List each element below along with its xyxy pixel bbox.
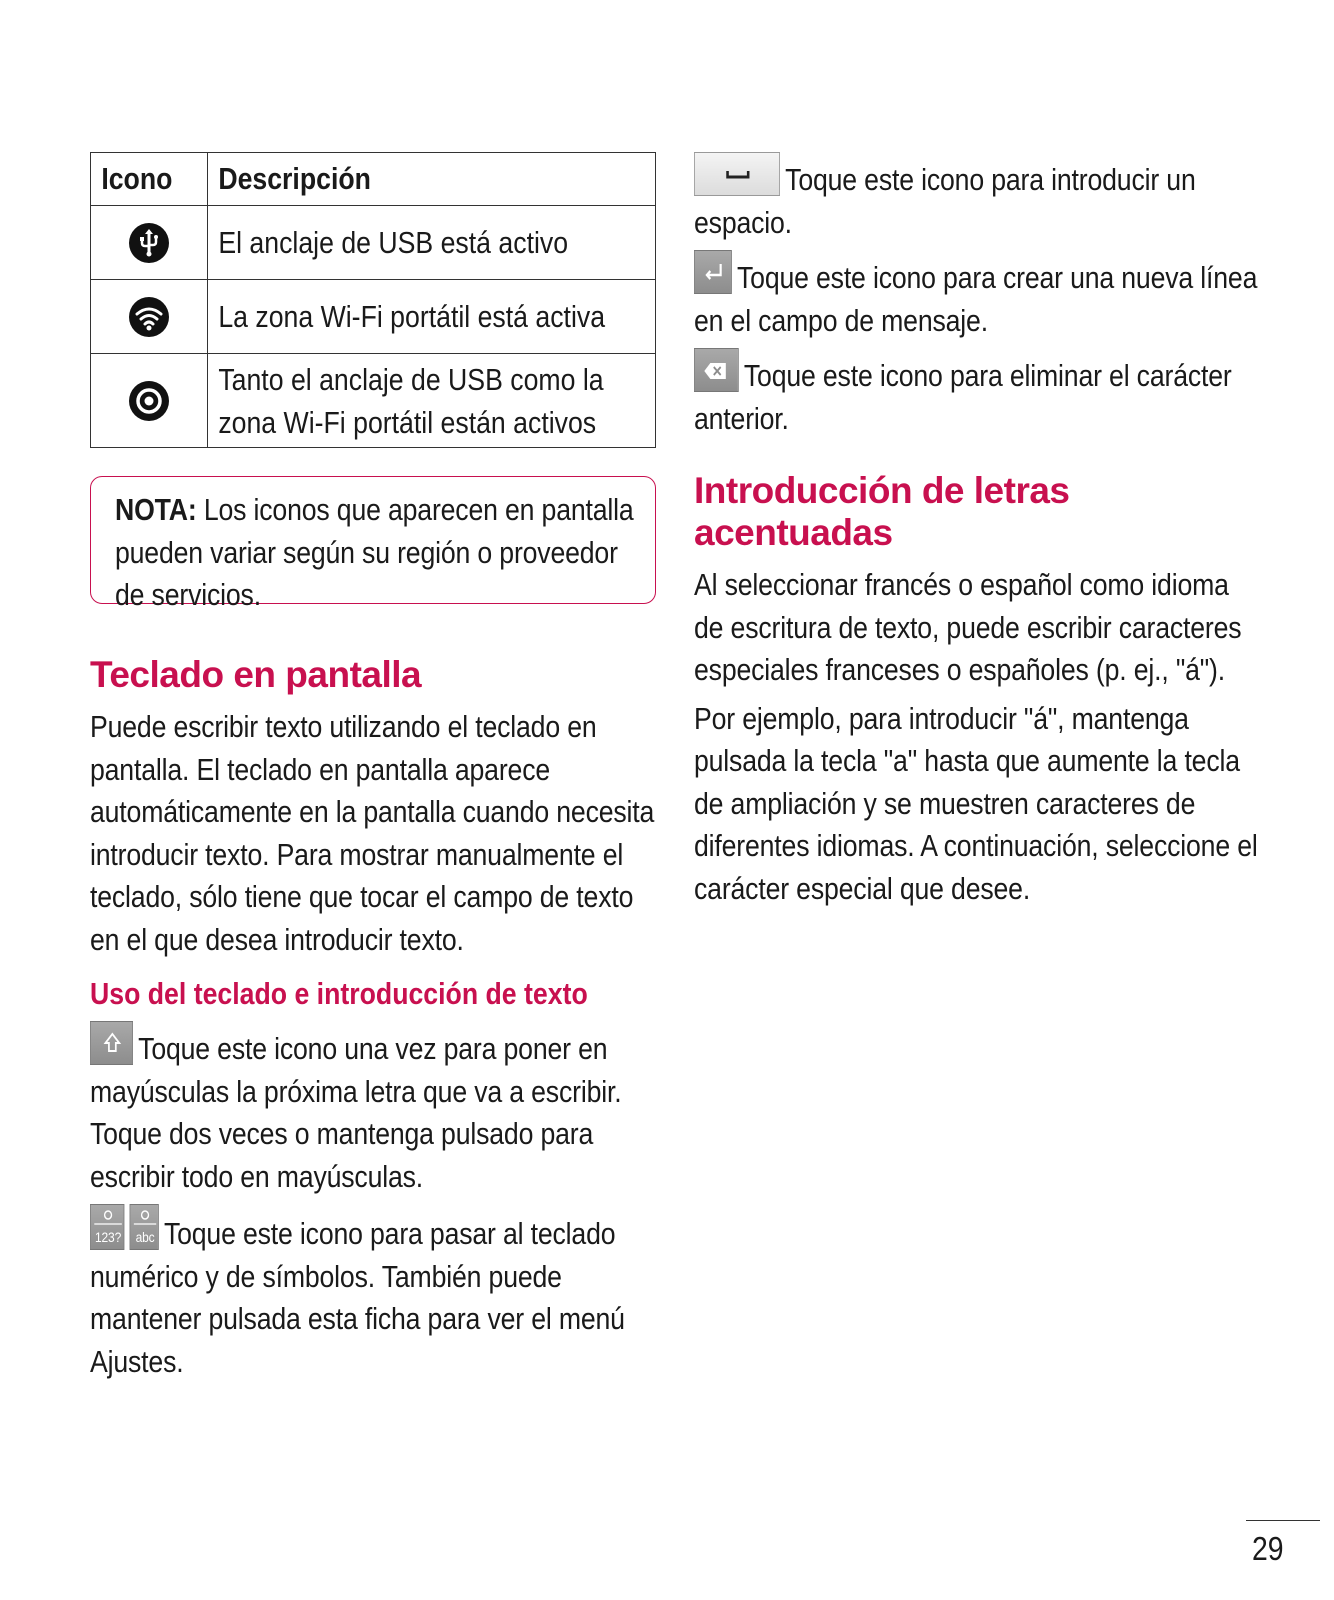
backspace-key-icon — [694, 348, 739, 392]
table-header-row — [91, 153, 656, 206]
table-row-description: Tanto el anclaje de USB como la zona Wi-Fi portátil están activos — [218, 361, 604, 440]
left-column — [90, 152, 656, 1383]
note-label: NOTA: — [115, 492, 197, 527]
table-row-description: El anclaje de USB está activo — [218, 225, 569, 260]
numeric-keyboard-key-icon — [90, 1204, 124, 1250]
shift-key-paragraph: Toque este icono una vez para poner en mayúsculas la próxima letra que va a escribir. Toque dos veces o mantenga pulsado para escribir todo en mayúsculas. — [90, 1021, 655, 1198]
accents-paragraph-2: Por ejemplo, para introducir "á", mantenga pulsada la tecla "a" hasta que aumente la tecla de ampliación y se muestren caracteres de diferentes idiomas. A continuación, seleccione el carácter especial que desee. — [694, 700, 1258, 906]
space-key-icon — [694, 152, 780, 196]
usb-tethering-icon — [129, 223, 169, 263]
table-header-icon: Icono — [91, 153, 208, 206]
numeric-key-label: 123? — [95, 1229, 122, 1246]
page-number-rule — [1246, 1520, 1320, 1521]
note-box — [90, 476, 656, 612]
accents-paragraph-1: Al seleccionar francés o español como idioma de escritura de texto, puede escribir caracteres especiales franceses o españoles (p. ej., "á"). — [694, 567, 1242, 687]
enter-key-paragraph: Toque este icono para crear una nueva línea en el campo de mensaje. — [694, 250, 1263, 342]
table-row — [91, 354, 656, 448]
shift-key-icon — [90, 1021, 133, 1065]
table-row-description: La zona Wi-Fi portátil está activa — [218, 299, 606, 334]
table-header-description: Descripción — [208, 153, 656, 206]
abc-key-label: abc — [135, 1229, 155, 1246]
wifi-hotspot-icon — [129, 297, 169, 337]
keyboard-intro-paragraph: Puede escribir texto utilizando el teclado en pantalla. El teclado en pantalla aparece automáticamente en la pantalla cuando necesita introducir texto. Para mostrar manualmente el teclado, sólo tiene que tocar el campo de texto en el que desea introducir texto. — [90, 709, 655, 957]
subsection-title-keyboard-usage: Uso del teclado e introducción de texto — [90, 976, 588, 1011]
delete-key-paragraph: Toque este icono para eliminar el carácter anterior. — [694, 348, 1263, 440]
space-key-paragraph: Toque este icono para introducir un espacio. — [694, 152, 1263, 244]
usb-and-hotspot-icon — [129, 381, 169, 421]
status-icons-table — [90, 152, 656, 448]
right-column — [694, 152, 1264, 910]
numeric-key-paragraph: 123? abc Toque este icono para pasar al teclado numérico y de símbolos. También puede mantener pulsada esta ficha para ver el menú Ajustes. — [90, 1204, 655, 1383]
page-number: 29 — [1252, 1530, 1284, 1567]
enter-key-icon — [694, 250, 732, 294]
table-row — [91, 280, 656, 354]
section-title-accents: Introducción de letras acentuadas — [694, 470, 1070, 553]
note-text: Los iconos que aparecen en pantalla pueden variar según su región o proveedor de servicios. — [115, 492, 634, 612]
abc-keyboard-key-icon — [130, 1204, 159, 1250]
section-title-keyboard: Teclado en pantalla — [90, 654, 422, 695]
table-row — [91, 206, 656, 280]
